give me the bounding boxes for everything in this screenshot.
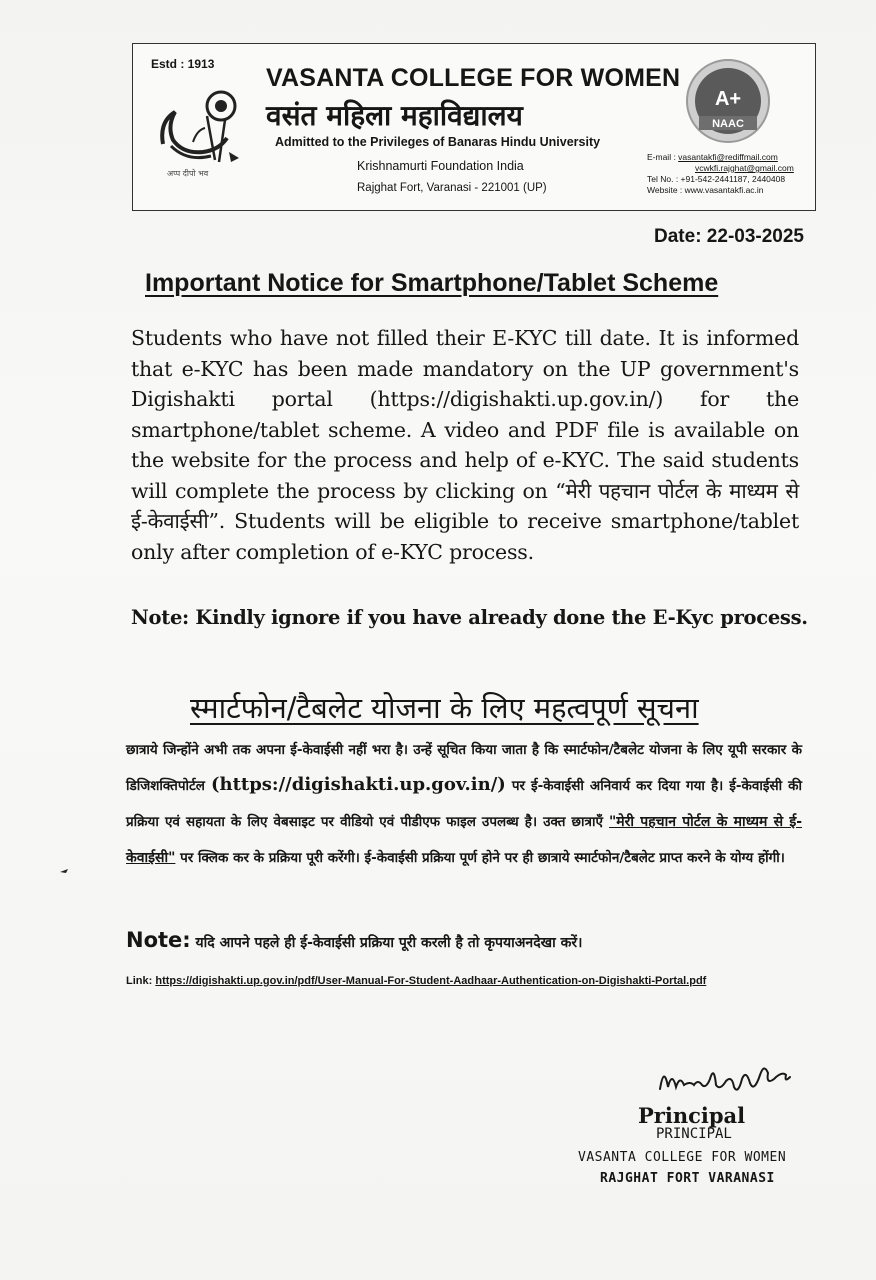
user-manual-link[interactable]: https://digishakti.up.gov.in/pdf/User-Manual-For-Student-Aadhaar-Authentication-on-Digishakti-Portal.pdf — [155, 975, 707, 987]
college-motto: अप्प दीपो भव — [167, 169, 209, 178]
email-label: E-mail : — [647, 152, 679, 162]
notice-title-hindi: स्मार्टफोन/टैबलेट योजना के लिए महत्वपूर्ण सूचना — [190, 691, 699, 725]
digishakti-portal-link[interactable]: (https://digishakti.up.gov.in/) — [210, 774, 506, 795]
college-name-english: VASANTA COLLEGE FOR WOMEN — [266, 64, 681, 92]
principal-stamp: PRINCIPAL — [656, 1126, 732, 1142]
note-hindi — [126, 928, 582, 952]
ink-mark — [60, 868, 68, 874]
ekyc-option-quote: "मेरी पहचान पोर्टल के माध्यम से ई-केवाईसी" — [126, 814, 803, 866]
notice-body-english: Students who have not filled their E-KYC till date. It is informed that e-KYC has been made mandatory on the UP government's Digishakti portal (https://digishakti.up.gov.in/) for the smartphone/tablet scheme. A video and PDF file is available on the website for the process and help of e-KYC. The said students will complete the process by clicking on “मेरी पहचान पोर्टल के माध्यम से ई-केवाईसी”. Students will be eligible to receive smartphone/tablet only after completion of e-KYC process. — [131, 326, 799, 564]
note-hindi-text: यदि आपने पहले ही ई-केवाईसी प्रक्रिया पूरी करली है तो कृपयाअनदेखा करें। — [190, 935, 583, 951]
link-label: Link: — [126, 975, 156, 987]
naac-badge-icon — [685, 58, 771, 144]
email-link-1[interactable]: vasantakfi@rediffmail.com — [678, 152, 778, 162]
naac-label: NAAC — [712, 118, 744, 130]
telephone-numbers: Tel No. : +91-542-2441187, 2440408 — [647, 174, 786, 184]
contact-details — [647, 152, 815, 196]
college-address: Rajghat Fort, Varanasi - 221001 (UP) — [357, 182, 547, 194]
hindi-body-text: छात्राये जिन्होंने अभी तक अपना ई-केवाईसी नहीं भरा है। उन्हें सूचित किया जाता है कि स्मार्टफोन/टैबलेट योजना के लिए यूपी सरकार के डिजिशक्तिपोर्टल — [126, 742, 802, 794]
naac-grade: A+ — [714, 88, 742, 110]
college-name-hindi: वसंत महिला महाविद्यालय — [266, 99, 523, 132]
letterhead — [132, 43, 816, 211]
established-year: Estd : 1913 — [151, 57, 215, 71]
college-logo-icon — [153, 82, 245, 178]
note-label: Note: — [126, 928, 191, 952]
notice-date: Date: 22-03-2025 — [654, 226, 804, 247]
foundation-name: Krishnamurti Foundation India — [357, 159, 524, 173]
website-address: Website : www.vasantakfi.ac.in — [647, 185, 764, 195]
principal-title: Principal — [638, 1103, 746, 1128]
email-link-2[interactable]: vcwkfi.rajghat@gmail.com — [695, 163, 794, 173]
university-affiliation: Admitted to the Privileges of Banaras Hindu University — [275, 135, 601, 149]
hindi-body-text: पर ई-केवाईसी अनिवार्य कर दिया गया है। ई-केवाईसी की प्रक्रिया एवं सहायता के लिए वेबसाइट पर वीडियो एवं पीडीएफ फाइल उपलब्ध है। उक्त छात्राएँ — [126, 778, 802, 830]
notice-title-english: Important Notice for Smartphone/Tablet Scheme — [145, 269, 719, 297]
note-english: Note: Kindly ignore if you have already done the E-Kyc process. — [131, 606, 808, 629]
stamp-college-location: RAJGHAT FORT VARANASI — [600, 1171, 775, 1186]
hindi-body-text: पर क्लिक कर के प्रक्रिया पूरी करेंगी। ई-केवाईसी प्रक्रिया पूर्ण होने पर ही छात्राये स्मार्टफोन/टैबलेट प्राप्त करने के योग्य होंगी। — [175, 850, 785, 866]
principal-signature — [650, 1045, 820, 1105]
notice-body-hindi — [126, 732, 802, 876]
user-manual-link-line — [126, 975, 706, 987]
stamp-college-name: VASANTA COLLEGE FOR WOMEN — [578, 1150, 787, 1165]
